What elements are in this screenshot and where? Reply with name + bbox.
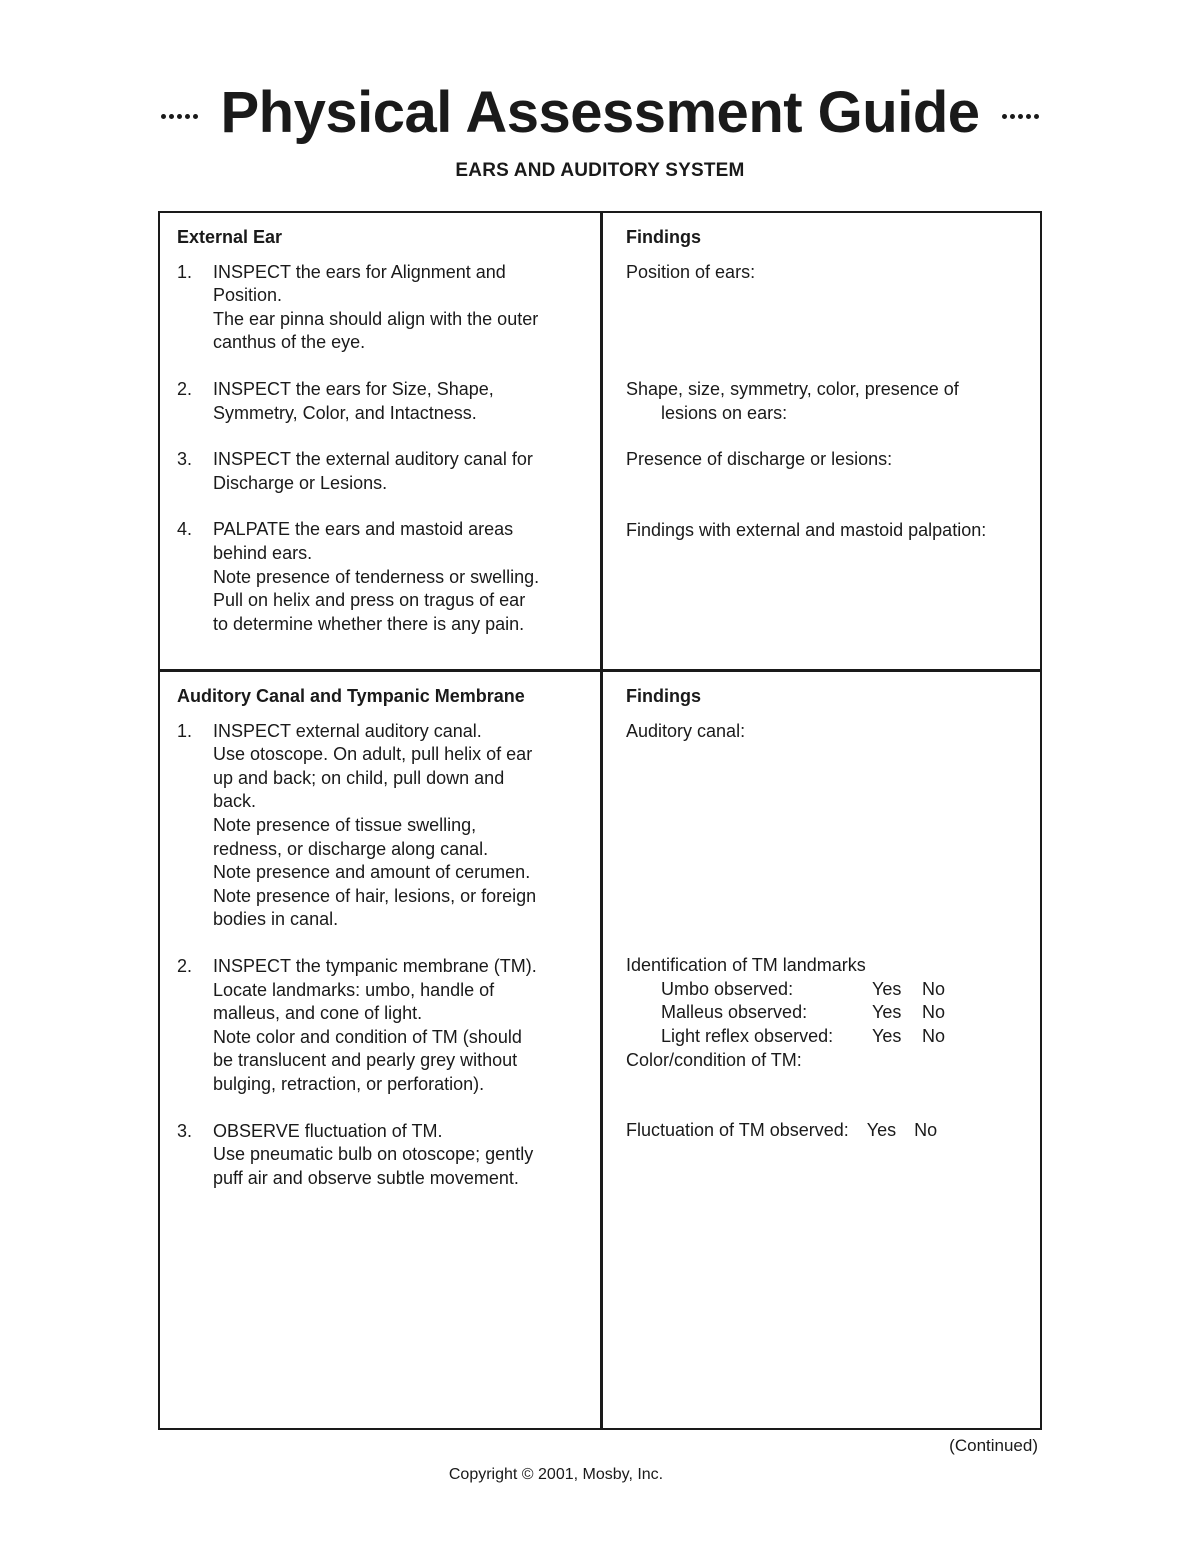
continued-note: (Continued) (949, 1436, 1038, 1455)
right-dots-ornament (1002, 114, 1039, 119)
finding-auditory-canal: Auditory canal: (626, 720, 746, 741)
finding-shape-size: Shape, size, symmetry, color, presence of lesions on ears: (626, 379, 959, 423)
canal-membrane-procedures (177, 685, 587, 1190)
findings-heading: Findings (626, 686, 701, 706)
procedure-step: 3. INSPECT the external auditory canal for Discharge or Lesions. (177, 449, 533, 493)
procedure-step: 4. PALPATE the ears and mastoid areas behind ears. Note presence of tenderness or swelling. Pull on helix and press on tragus of ear to determine whether there is any pain. (177, 519, 540, 634)
yes-option: Yes (872, 1002, 902, 1023)
finding-palpation: Findings with external and mastoid palpation: (626, 519, 987, 540)
procedure-step: 2. INSPECT the ears for Size, Shape, Symmetry, Color, and Intactness. (177, 378, 494, 423)
no-option: No (922, 1002, 946, 1023)
section-divider (160, 669, 1040, 672)
yes-option: Yes (872, 1025, 902, 1046)
canal-membrane-heading: Auditory Canal and Tympanic Membrane (177, 686, 525, 706)
page-subtitle: EARS AND AUDITORY SYSTEM (455, 160, 745, 181)
column-divider (600, 213, 603, 1428)
external-ear-findings (626, 226, 1031, 543)
no-option: No (922, 978, 946, 999)
external-ear-heading: External Ear (177, 227, 283, 247)
landmark-row-malleus: Malleus observed: Yes No (626, 1001, 1031, 1025)
no-option: No (922, 1025, 946, 1046)
finding-position: Position of ears: (626, 261, 756, 282)
landmark-row-light-reflex: Light reflex observed: Yes No (626, 1025, 1031, 1049)
yes-option: Yes (866, 1120, 897, 1141)
finding-tm-landmarks: Identification of TM landmarks Umbo observed: Yes No Malleus observed: Yes No Light reflex observed: Yes No Color/condition of TM: (626, 954, 1031, 1072)
title-row (0, 78, 1200, 148)
procedure-step: 1. INSPECT the ears for Alignment and Position. The ear pinna should align with the outer canthus of the eye. (177, 261, 539, 353)
procedure-step: 1. INSPECT external auditory canal. Use otoscope. On adult, pull helix of ear up and back; on child, pull down and back. Note presence of tissue swelling, redness, or discharge along canal. Note presence and amount of cerumen. Note presence of hair, lesions, or foreign bodies in canal. (177, 720, 537, 930)
canal-membrane-findings (626, 685, 1031, 1143)
finding-discharge: Presence of discharge or lesions: (626, 449, 893, 470)
copyright-notice: Copyright © 2001, Mosby, Inc. (448, 1466, 664, 1483)
page-title: Physical Assessment Guide (220, 80, 980, 145)
no-option: No (914, 1120, 938, 1141)
finding-tm-color: Color/condition of TM: (626, 1049, 802, 1070)
left-dots-ornament (161, 114, 198, 119)
landmark-row-umbo: Umbo observed: Yes No (626, 978, 1031, 1002)
yes-option: Yes (872, 978, 902, 999)
procedure-step: 2. INSPECT the tympanic membrane (TM). Locate landmarks: umbo, handle of malleus, and cone of light. Note color and condition of TM (should be translucent and pearly grey without bulging, retraction, or perforation). (177, 955, 537, 1094)
procedure-step: 3. OBSERVE fluctuation of TM. Use pneumatic bulb on otoscope; gently puff air and observe subtle movement. (177, 1120, 534, 1188)
external-ear-procedures (177, 226, 587, 636)
findings-heading: Findings (626, 227, 701, 247)
finding-tm-fluctuation: Fluctuation of TM observed: Yes No (626, 1119, 1031, 1143)
assessment-form (158, 211, 1042, 1430)
